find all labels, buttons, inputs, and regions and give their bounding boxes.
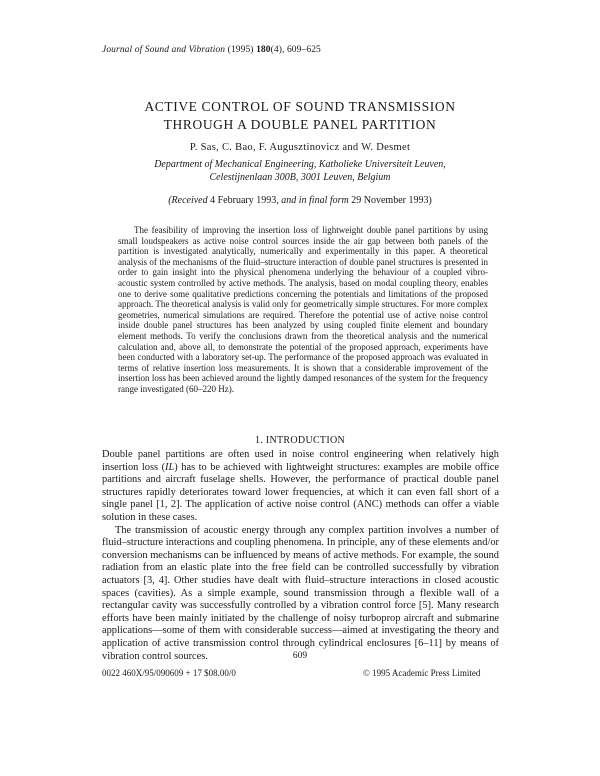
title-line-1: ACTIVE CONTROL OF SOUND TRANSMISSION <box>144 99 456 114</box>
affiliation-line-2: Celestijnenlaan 300B, 3001 Leuven, Belgium <box>209 172 391 183</box>
abstract: The feasibility of improving the insertion loss of lightweight double panel partitions by using small loudspeakers as active noise control sources inside the air gap between both panels of the partition is investigated analytically, numerically and experimentally in this paper. A theoretical analysis of the mechanisms of the fluid–structure interaction of double panel structures is presented in order to gain insight into the physical phenomena underlying the behaviour of a coupled vibro-acoustic system controlled by active methods. The analysis, based on modal coupling theory, enables one to derive some qualitative predictions concerning the potentials and limitations of the proposed approach. The theoretical analysis is valid only for geometrically simple structures. For more complex geometries, numerical simulations are required. Therefore the potential use of active noise control inside double panel structures has been analyzed by using coupled finite element and boundary element methods. To verify the conclusions drawn from the theoretical analysis and the numerical calculation and, above all, to demonstrate the potential of the proposed approach, experiments have been conducted with a laboratory set-up. The performance of the proposed approach was evaluated in terms of relative insertion loss measurements. It is shown that a considerable improvement of the insertion loss has been achieved around the lightly damped resonances of the system for the frequency range investigated (60–220 Hz). <box>118 225 488 394</box>
paragraph-2: The transmission of acoustic energy through any complex partition involves a number of fluid–structure interactions and coupling phenomena. In principle, any of these elements and/or conversion mechanisms can be influenced by means of active methods. For example, the sound radiation from an elastic plate into the free field can be controlled successfully by vibration actuators [3, 4]. Other studies have dealt with fluid–structure interactions in closed acoustic spaces (cavities). As a simple example, sound transmission through a flexible wall of a rectangular cavity was successfully controlled by a vibration control force [5]. Many research efforts have been mainly initiated by the challenge of noisy turboprop aircraft and submarine applications—some of them with considerable success—aimed at investigating the theory and application of active transmission control through cylindrical enclosures [6–11] by means of vibration control sources. <box>102 524 499 662</box>
final-form-date: 29 November 1993) <box>351 195 432 206</box>
il-abbreviation: IL <box>165 461 175 473</box>
journal-name: Journal of Sound and Vibration <box>102 45 226 55</box>
journal-issue-pages: (4), 609–625 <box>270 45 321 55</box>
received-middle: and in final form <box>281 195 349 206</box>
journal-citation <box>102 45 321 55</box>
received-dates <box>0 195 600 206</box>
paragraph-1-part-b: ) has to be achieved with lightweight structures: examples are mobile office partitions and aircraft fuselage shells. However, the performance of practical double panel structures rapidly deteriorates toward lower frequencies, at which it can even fall short of a single panel [1, 2]. The application of active noise control (ANC) methods can offer a viable solution in these cases. <box>102 461 499 523</box>
paragraph-1-part-a: Double panel partitions are often used in noise control engineering when relatively high insertion loss ( <box>102 449 499 473</box>
section-heading: 1. INTRODUCTION <box>254 435 346 446</box>
footer-copyright: © 1995 Academic Press Limited <box>363 668 481 678</box>
footer-code: 0022 460X/95/090609 + 17 $08.00/0 <box>102 668 236 678</box>
page-number: 609 <box>292 651 308 661</box>
authors: P. Sas, C. Bao, F. Augusztinovicz and W. Desmet <box>189 142 411 153</box>
body-text <box>102 449 499 663</box>
received-date: 4 February 1993, <box>210 195 279 206</box>
affiliation <box>0 158 600 184</box>
received-prefix: (Received <box>168 195 208 206</box>
paragraph-1 <box>102 449 499 525</box>
affiliation-line-1: Department of Mechanical Engineering, Katholieke Universiteit Leuven, <box>154 159 446 170</box>
journal-year: (1995) <box>227 45 254 55</box>
title-line-2: THROUGH A DOUBLE PANEL PARTITION <box>163 117 437 132</box>
paper-title <box>0 98 600 134</box>
journal-volume: 180 <box>256 45 271 55</box>
